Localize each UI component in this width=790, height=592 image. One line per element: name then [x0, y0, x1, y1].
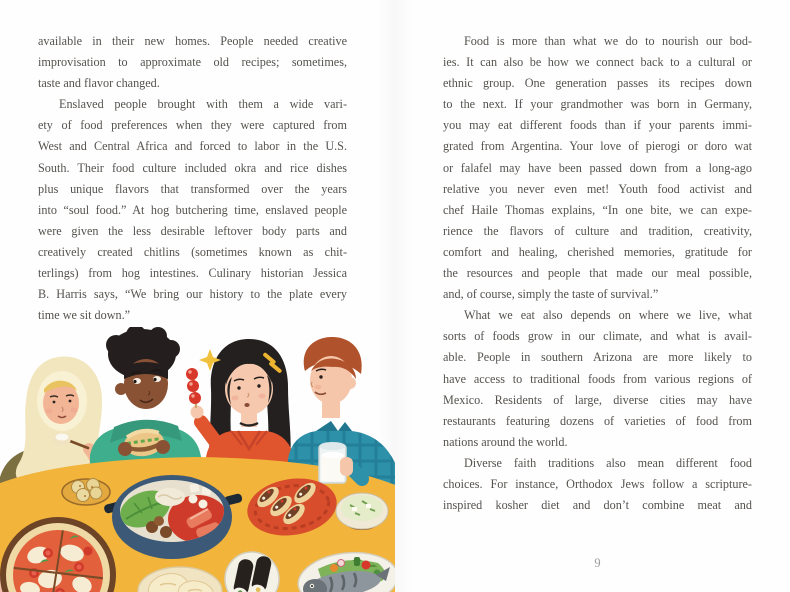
text-line: time we sit down.” — [38, 308, 131, 323]
left-page-text — [38, 31, 347, 326]
text-line: Enslaved people brought with them a wide vari- — [59, 97, 347, 112]
text-line: chef Haile Thomas explains, “In one bite, we can expe- — [443, 202, 752, 217]
text-line: What we eat also depends on where we live, what — [464, 308, 752, 323]
text-line: to the next. If your grandmother was born in Germany, — [443, 97, 752, 112]
right-page-text — [443, 31, 752, 516]
text-line: or falafel may have been passed down from a long-ago — [443, 160, 752, 175]
text-line: B. Harris says, “We bring our history to the plate every — [38, 287, 347, 302]
text-line: relative you never even met! Youth food activist and — [443, 181, 752, 196]
children-food-table-illustration — [0, 327, 395, 592]
text-line: into “soul food.” At hog butchering time, enslaved people — [38, 202, 347, 217]
text-line: and, of course, simply the taste of survival.” — [443, 287, 659, 302]
candied-fruit-skewer — [186, 368, 201, 404]
text-line: Mexico. Residents of large, diverse cities may have — [443, 392, 752, 407]
text-line: available in their new homes. People needed creative — [38, 34, 347, 48]
text-line: rience the flavors of culture and tradition, creativity, — [443, 223, 752, 238]
falafel-plate — [62, 479, 110, 506]
text-line: taste and flavor changed. — [38, 76, 160, 91]
text-line: choices. For instance, Orthodox Jews follow a scripture- — [443, 476, 752, 491]
text-line: comfort and healing, cherished memories, gratitude for — [443, 244, 752, 259]
text-line: ety of food preferences when they were captured from — [38, 118, 347, 133]
text-line: terlings) from hog intestines. Culinary historian Jessica — [38, 266, 347, 281]
text-line: West and Central Africa and forced to labor in the U.S. — [38, 139, 347, 154]
text-line: were given the less desirable leftover body parts and — [38, 223, 347, 238]
text-line: ethnic group. One generation passes its recipes down — [443, 76, 752, 91]
text-line: ies. It can also be how we connect back to a cultural or — [443, 55, 752, 70]
text-line: able. People in southern Arizona are more likely to — [443, 350, 752, 365]
text-line: have access to traditional foods from various regions of — [443, 371, 752, 386]
text-line: creatively created chitlins (sometimes known as chit- — [38, 244, 347, 259]
text-line: improvisation to approximate old recipes; sometimes, — [38, 55, 347, 70]
text-line: South. Their food culture included okra and rice dishes — [38, 160, 347, 175]
soup-bowl — [336, 493, 388, 530]
text-line: the resources and people that made our meal possible, — [443, 266, 752, 281]
text-line: nations around the world. — [443, 434, 568, 449]
text-line: grated from Argentina. Your love of pierogi or doro wat — [443, 139, 752, 154]
text-line: Diverse faith traditions also mean different food — [464, 455, 752, 470]
text-line: Food is more than what we do to nourish our bod- — [464, 34, 752, 48]
text-line: you may eat different foods than if your parents immi- — [443, 118, 752, 133]
text-line: plus unique flavors that transformed over the years — [38, 181, 347, 196]
page-number: 9 — [594, 556, 601, 570]
text-line: inspired kosher diet and don’t combine meat and — [443, 498, 752, 513]
text-line: restaurants featuring dozens of varieties of food from — [443, 413, 752, 428]
text-line: sorts of foods grow in our climate, and what is avail- — [443, 329, 752, 344]
